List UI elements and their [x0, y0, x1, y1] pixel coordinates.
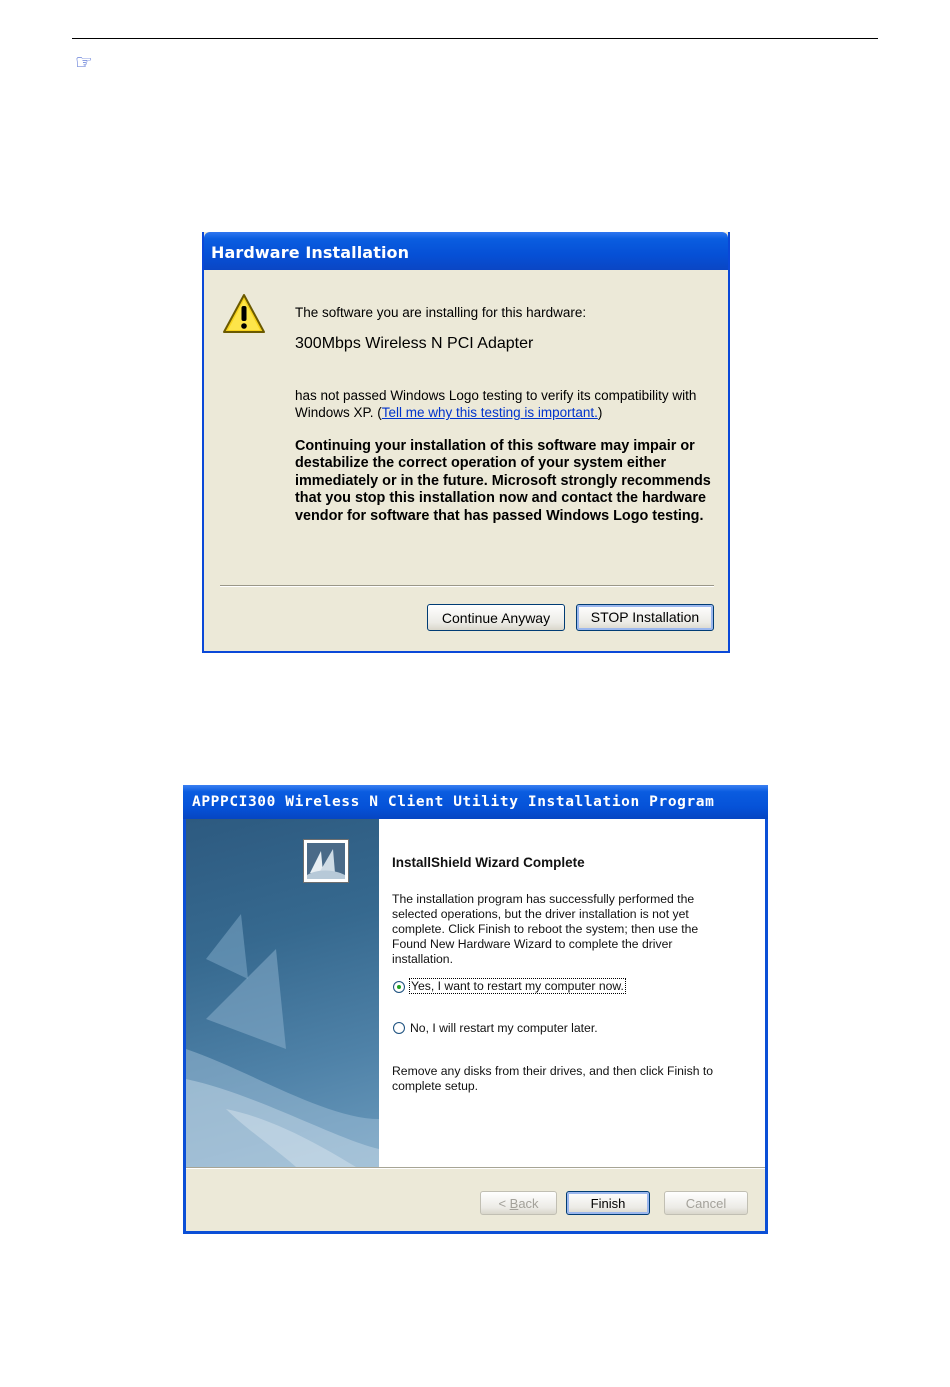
logo-testing-link[interactable]: Tell me why this testing is important.: [381, 405, 598, 420]
hardware-installation-dialog: [202, 232, 730, 653]
warning-icon: [222, 292, 266, 336]
restart-later-label[interactable]: No, I will restart my computer later.: [410, 1021, 598, 1035]
installshield-logo-icon: [303, 839, 349, 883]
cancel-button[interactable]: Cancel: [664, 1191, 748, 1215]
hardware-dialog-titlebar[interactable]: [204, 232, 728, 270]
hardware-dialog-title: Hardware Installation: [211, 243, 410, 262]
wizard-complete-heading: InstallShield Wizard Complete: [392, 855, 585, 870]
continue-anyway-button[interactable]: Continue Anyway: [427, 604, 565, 631]
remove-disks-text: Remove any disks from their drives, and then click Finish to complete setup.: [392, 1064, 714, 1093]
back-button-underlined: B: [509, 1196, 519, 1211]
top-rule: [72, 38, 878, 39]
sails-decoration-icon: [186, 819, 379, 1167]
restart-now-label[interactable]: Yes, I want to restart my computer now.: [411, 979, 624, 993]
logo-testing-prefix: has not passed Windows Logo testing to verify its compatibility with Windows XP. (: [295, 388, 697, 420]
wizard-side-banner: [186, 819, 379, 1167]
hardware-dialog-separator: [220, 585, 714, 587]
device-name: 300Mbps Wireless N PCI Adapter: [295, 335, 534, 352]
back-button[interactable]: [480, 1191, 557, 1215]
back-button-arrow: <: [498, 1196, 510, 1211]
hardware-intro-text: The software you are installing for this hardware:: [295, 305, 587, 320]
wizard-content-panel: [379, 819, 765, 1167]
restart-later-radio[interactable]: [393, 1022, 405, 1034]
stop-installation-button[interactable]: STOP Installation: [576, 604, 714, 631]
installshield-titlebar[interactable]: [183, 785, 768, 819]
installshield-title: APPPCI300 Wireless N Client Utility Installation Program: [192, 794, 715, 810]
finish-button[interactable]: Finish: [566, 1191, 650, 1215]
wizard-body-text: The installation program has successfully performed the selected operations, but the driver installation is not yet complete. Click Finish to reboot the system; then use the Found New Hardware Wizard to complete the driver installation.: [392, 892, 699, 966]
back-button-label: ack: [518, 1196, 539, 1211]
compatibility-warning-text: Continuing your installation of this software may impair or destabilize the correct operation of your system either immediately or in the future. Microsoft strongly recommends that you stop this installation now and contact the hardware vendor for software that has passed Windows Logo testing.: [295, 438, 711, 524]
pointing-hand-icon: ☞: [75, 50, 93, 74]
wizard-separator: [186, 1167, 765, 1169]
installshield-dialog: [183, 785, 768, 1234]
logo-testing-text: [295, 387, 710, 421]
restart-now-radio[interactable]: [393, 981, 405, 993]
logo-testing-suffix: ): [597, 405, 603, 420]
